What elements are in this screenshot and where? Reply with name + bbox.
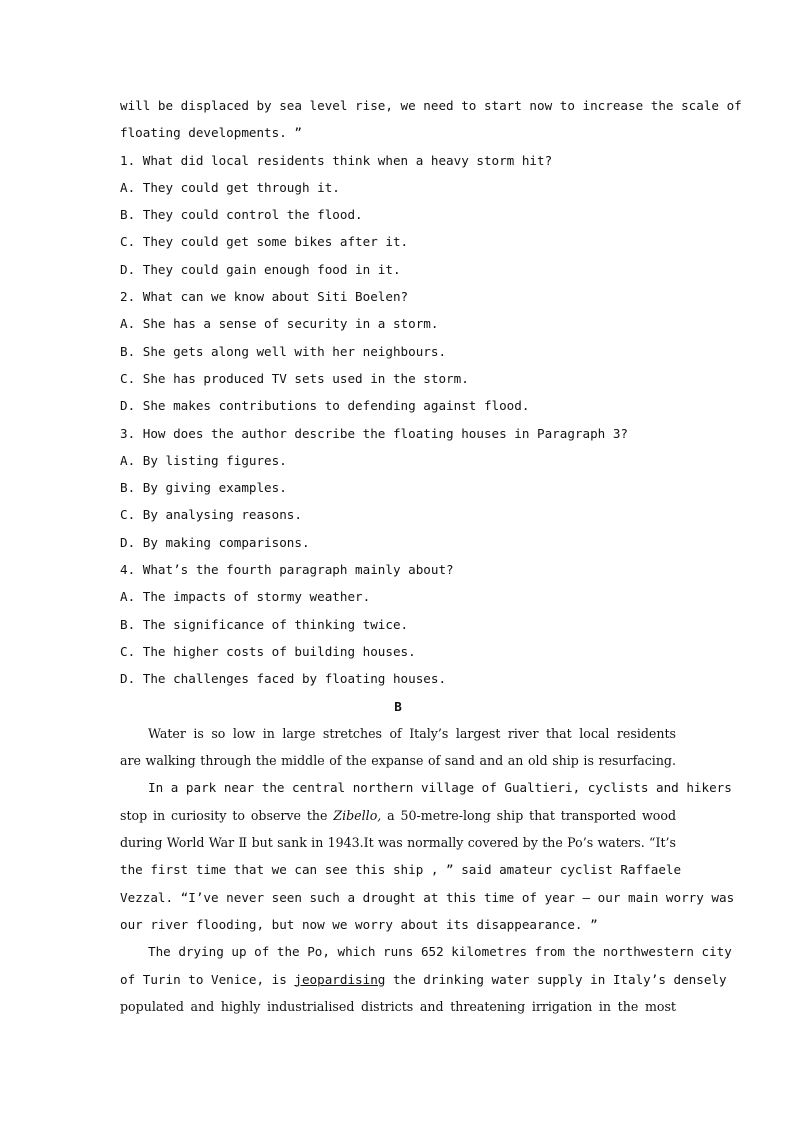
option-4a: A. The impacts of stormy weather. (120, 589, 371, 605)
paragraph-line: during World War Ⅱ but sank in 1943.It was normally covered by the Po’s waters. “It’s (120, 835, 676, 851)
continuation-line: floating developments. ” (120, 125, 302, 141)
question-3: 3. How does the author describe the floating houses in Paragraph 3? (120, 425, 628, 441)
continuation-line: will be displaced by sea level rise, we need to start now to increase the scale of (120, 98, 742, 113)
section-heading: B (394, 698, 402, 714)
option-1a: A. They could get through it. (120, 179, 340, 195)
option-2c: C. She has produced TV sets used in the storm. (120, 370, 469, 386)
paragraph-line: our river flooding, but now we worry about its disappearance. ” (120, 916, 598, 932)
paragraph-line: are walking through the middle of the expanse of sand and an old ship is resurfacing. (120, 753, 676, 769)
underlined-word: jeopardising (294, 971, 386, 987)
option-3b: B. By giving examples. (120, 480, 287, 496)
option-1b: B. They could control the flood. (120, 207, 363, 223)
option-3d: D. By making comparisons. (120, 534, 310, 550)
option-2b: B. She gets along well with her neighbours. (120, 343, 447, 359)
question-2: 2. What can we know about Siti Boelen? (120, 289, 409, 305)
option-1c: C. They could get some bikes after it. (120, 234, 409, 250)
document-page (120, 92, 742, 1020)
paragraph-line: Water is so low in large stretches of Italy’s largest river that local residents (148, 725, 676, 741)
option-4c: C. The higher costs of building houses. (120, 643, 416, 659)
question-4: 4. What’s the fourth paragraph mainly about? (120, 562, 454, 578)
option-4b: B. The significance of thinking twice. (120, 616, 409, 632)
text-run: stop in curiosity to observe the (120, 807, 334, 823)
option-4d: D. The challenges faced by floating houses. (120, 671, 447, 687)
option-3c: C. By analysing reasons. (120, 507, 302, 523)
text-run: the drinking water supply in Italy’s densely (385, 971, 727, 987)
paragraph-line (120, 966, 727, 993)
paragraph-line: Vezzal. “I’ve never seen such a drought at this time of year — our main worry was (120, 889, 735, 905)
question-1: 1. What did local residents think when a heavy storm hit? (120, 152, 553, 168)
text-run: a 50-metre-long ship that transported wood (381, 807, 677, 823)
paragraph-line: The drying up of the Po, which runs 652 kilometres from the northwestern city (148, 944, 732, 960)
option-1d: D. They could gain enough food in it. (120, 261, 401, 277)
paragraph-line: populated and highly industrialised districts and threatening irrigation in the most (120, 998, 676, 1014)
option-2d: D. She makes contributions to defending against flood. (120, 398, 530, 414)
text-run: of Turin to Venice, is (120, 971, 295, 987)
paragraph-line: the first time that we can see this ship , ” said amateur cyclist Raffaele (120, 862, 682, 878)
paragraph-line: In a park near the central northern village of Gualtieri, cyclists and hikers (148, 780, 732, 796)
option-3a: A. By listing figures. (120, 452, 287, 468)
paragraph-line (120, 802, 676, 829)
option-2a: A. She has a sense of security in a storm. (120, 316, 439, 332)
ship-name: Zibello, (333, 807, 382, 823)
